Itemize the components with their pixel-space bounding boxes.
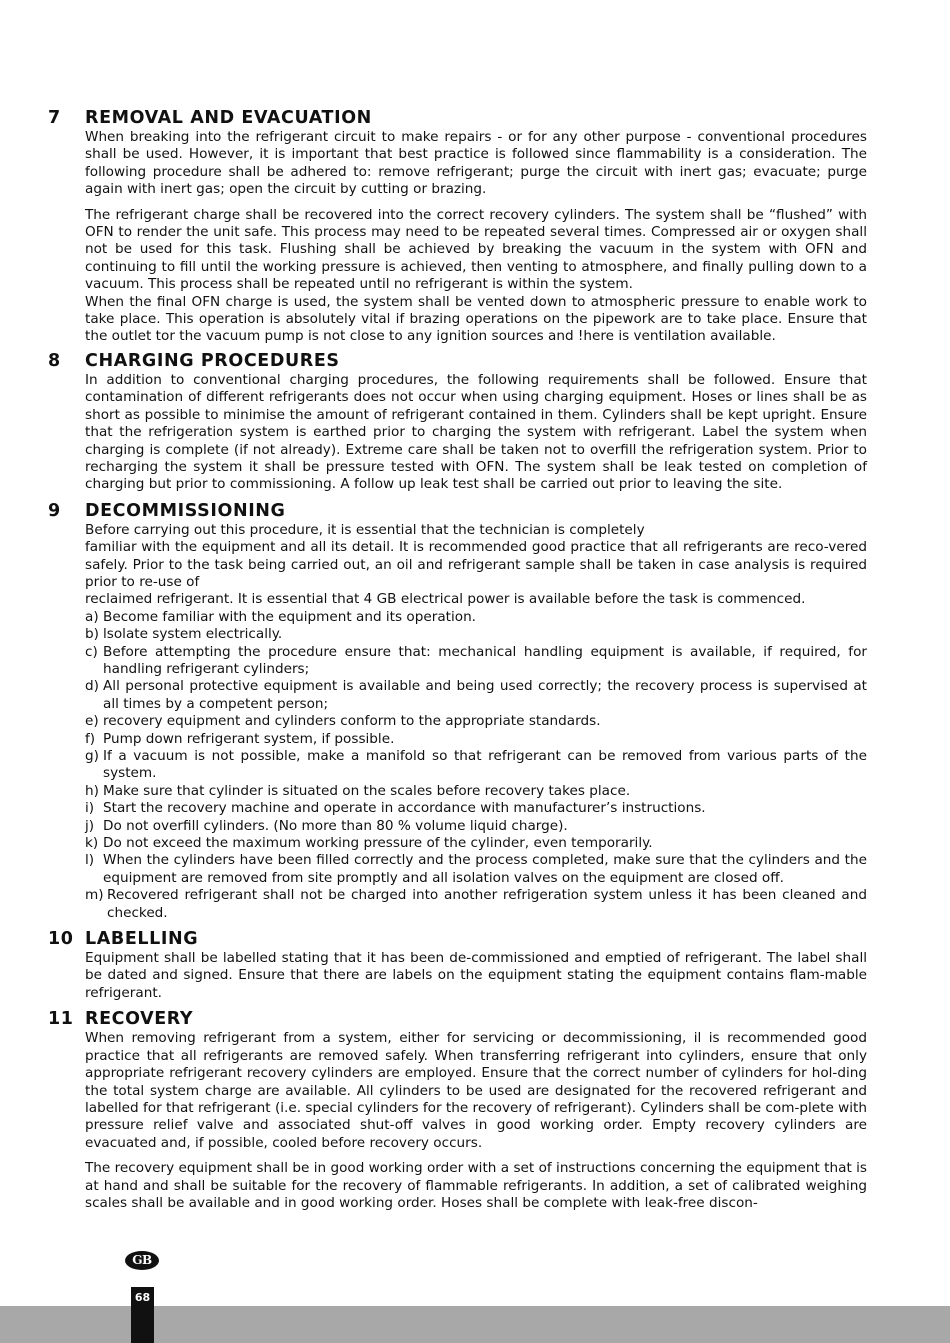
page-number: 68 xyxy=(134,1291,151,1304)
section-charging-procedures xyxy=(0,351,950,494)
list-item xyxy=(85,644,867,679)
list-item-text: If a vacuum is not possible, make a manifold so that refrigerant can be removed from various parts of the system. xyxy=(103,748,867,782)
list-item xyxy=(85,835,867,852)
list-item-label: b) xyxy=(85,626,99,643)
paragraph: When removing refrigerant from a system, either for servicing or decommissioning, il is recommended good practice that all refrigerants are removed safely. When transferring refrigerant into cylinders, ensure that only appropriate refrigerant recovery cylinders are employed. Ensure that the correct number of cylinders for hol-ding the total system charge are available. All cylinders to be used are designated for the recovered refrigerant and labelled for that refrigerant (i.e. special cylinders for the recovery of refrigerant). Cylinders shall be com-plete with pressure relief valve and associated shut-off valves in good working order. Empty recovery cylinders are evacuated and, if possible, cooled before recovery occurs. xyxy=(85,1030,867,1151)
page-number-tab xyxy=(131,1287,154,1343)
list-item-label: d) xyxy=(85,678,99,695)
section-title: DECOMMISSIONING xyxy=(85,500,286,521)
list-item-text: Make sure that cylinder is situated on the scales before recovery takes place. xyxy=(103,782,631,799)
list-item-text: lsolate system electrically. xyxy=(103,626,283,643)
list-item-text: Recovered refrigerant shall not be charged into another refrigeration system unless it has been cleaned and checked. xyxy=(107,887,867,921)
section-title: LABELLING xyxy=(85,929,199,950)
section-title: CHARGING PROCEDURES xyxy=(85,350,340,371)
section-number: 7 xyxy=(48,108,61,128)
list-item-text: Do not exceed the maximum working pressure of the cylinder, even temporarily. xyxy=(103,835,653,852)
paragraph: familiar with the equipment and all its detail. It is recommended good practice that all refrigerants are reco-vered safely. Prior to the task being carried out, an oil and refrigerant sample shall be taken in case analysis is required prior to re-use of xyxy=(85,539,867,590)
language-badge: GB xyxy=(125,1251,159,1270)
section-heading xyxy=(0,1009,950,1029)
paragraph: reclaimed refrigerant. It is essential that 4 GB electrical power is available before the task is commenced. xyxy=(85,591,806,608)
section-labelling xyxy=(0,929,950,1002)
list-item-text: recovery equipment and cylinders conform to the appropriate standards. xyxy=(103,713,601,730)
section-heading xyxy=(0,929,950,949)
list-item-label: k) xyxy=(85,835,99,852)
section-heading xyxy=(0,351,950,371)
list-item-label: m) xyxy=(85,887,104,904)
list-item-text: Start the recovery machine and operate in accordance with manufacturer’s instructions. xyxy=(103,800,706,817)
section-title: REMOVAL AND EVACUATION xyxy=(85,108,372,128)
list-item xyxy=(85,626,867,643)
list-item xyxy=(85,748,867,783)
list-item-label: l) xyxy=(85,852,95,869)
list-item xyxy=(85,731,867,748)
list-item-label: i) xyxy=(85,800,95,817)
list-item-label: e) xyxy=(85,713,99,730)
list-item-text: Before attempting the procedure ensure that: mechanical handling equipment is available, if required, for handling refrigerant cylinders; xyxy=(103,643,867,677)
list-item xyxy=(85,852,867,887)
list-item-text: Pump down refrigerant system, if possible. xyxy=(103,730,395,747)
section-number: 8 xyxy=(48,350,61,371)
list-item xyxy=(85,713,867,730)
paragraph: In addition to conventional charging procedures, the following requirements shall be followed. Ensure that contamination of different refrigerants does not occur when using charging equipment. Hoses or lines shall be as short as possible to minimise the amount of refrigerant contained in them. Cylinders shall be kept upright. Ensure that the refrigeration system is earthed prior to charging the system with refrigerant. Label the system when charging is complete (if not already). Extreme care shall be taken not to overfill the refrigeration system. Prior to recharging the system it shall be pressure tested with OFN. The system shall be leak tested on completion of charging but prior to commissioning. A follow up leak test shall be carried out prior to leaving the site. xyxy=(85,371,867,493)
paragraph: When the final OFN charge is used, the system shall be vented down to atmospheric pressure to enable work to take place. This operation is absolutely vital if brazing operations on the pipework are to take place. Ensure that the outlet tor the vacuum pump is not close to any ignition sources and !here is ventilation available. xyxy=(85,293,867,345)
paragraph: The refrigerant charge shall be recovered into the correct recovery cylinders. The system shall be “flushed” with OFN to render the unit safe. This process may need to be repeated several times. Compressed air or oxygen shall not be used for this task. Flushing shall be achieved by breaking the vacuum in the system with OFN and continuing to fill until the working pressure is achieved, then venting to atmosphere, and finally pulling down to a vacuum. This process shall be repeated until no refrigerant is within the system. xyxy=(85,206,867,293)
list-item-label: f) xyxy=(85,730,96,747)
section-removal-evacuation xyxy=(0,108,950,346)
section-number: 10 xyxy=(48,929,74,950)
list-item xyxy=(85,800,867,817)
list-item xyxy=(85,609,867,626)
list-item-text: When the cylinders have been filled correctly and the process completed, make sure that the cylinders and the equipment are removed from site promptly and all isolation valves on the equipment are closed off. xyxy=(103,852,867,886)
list-item xyxy=(85,887,867,922)
section-number: 11 xyxy=(48,1009,74,1030)
paragraph: Equipment shall be labelled stating that it has been de-commissioned and emptied of refrigerant. The label shall be dated and signed. Ensure that there are labels on the equipment stating the equipment contains flam-mable refrigerant. xyxy=(85,950,867,1001)
section-number: 9 xyxy=(48,500,61,521)
section-title: RECOVERY xyxy=(85,1009,194,1030)
list-item-label: c) xyxy=(85,643,98,660)
section-heading xyxy=(0,501,950,521)
list-item xyxy=(85,783,867,800)
section-decommissioning xyxy=(0,501,950,922)
paragraph: The recovery equipment shall be in good working order with a set of instructions concerning the equipment that is at hand and shall be suitable for the recovery of flammable refrigerants. In addition, a set of calibrated weighing scales shall be available and in good working order. Hoses shall be complete with leak-free discon- xyxy=(85,1160,867,1211)
paragraph: Before carrying out this procedure, it is essential that the technician is completely xyxy=(85,521,645,538)
section-recovery xyxy=(0,1009,950,1212)
list-item-label: a) xyxy=(85,608,99,625)
list-item xyxy=(85,678,867,713)
list-item-text: Become familiar with the equipment and its operation. xyxy=(103,608,477,625)
list-item-text: All personal protective equipment is available and being used correctly; the recovery process is supervised at all times by a competent person; xyxy=(103,678,867,712)
document-body xyxy=(0,108,950,1212)
paragraph: When breaking into the refrigerant circuit to make repairs - or for any other purpose - conventional procedures shall be used. However, it is important that best practice is followed since flammability is a consideration. The following procedure shall be adhered to: remove refrigerant; purge the circuit with inert gas; evacuate; purge again with inert gas; open the circuit by cutting or brazing. xyxy=(85,129,867,198)
list-item-text: Do not overfill cylinders. (No more than 80 % volume liquid charge). xyxy=(103,817,568,834)
list-item xyxy=(85,818,867,835)
section-heading xyxy=(0,108,950,128)
list-item-label: g) xyxy=(85,748,99,764)
list-item-label: j) xyxy=(85,817,95,834)
procedure-list xyxy=(85,609,867,922)
list-item-label: h) xyxy=(85,782,99,799)
